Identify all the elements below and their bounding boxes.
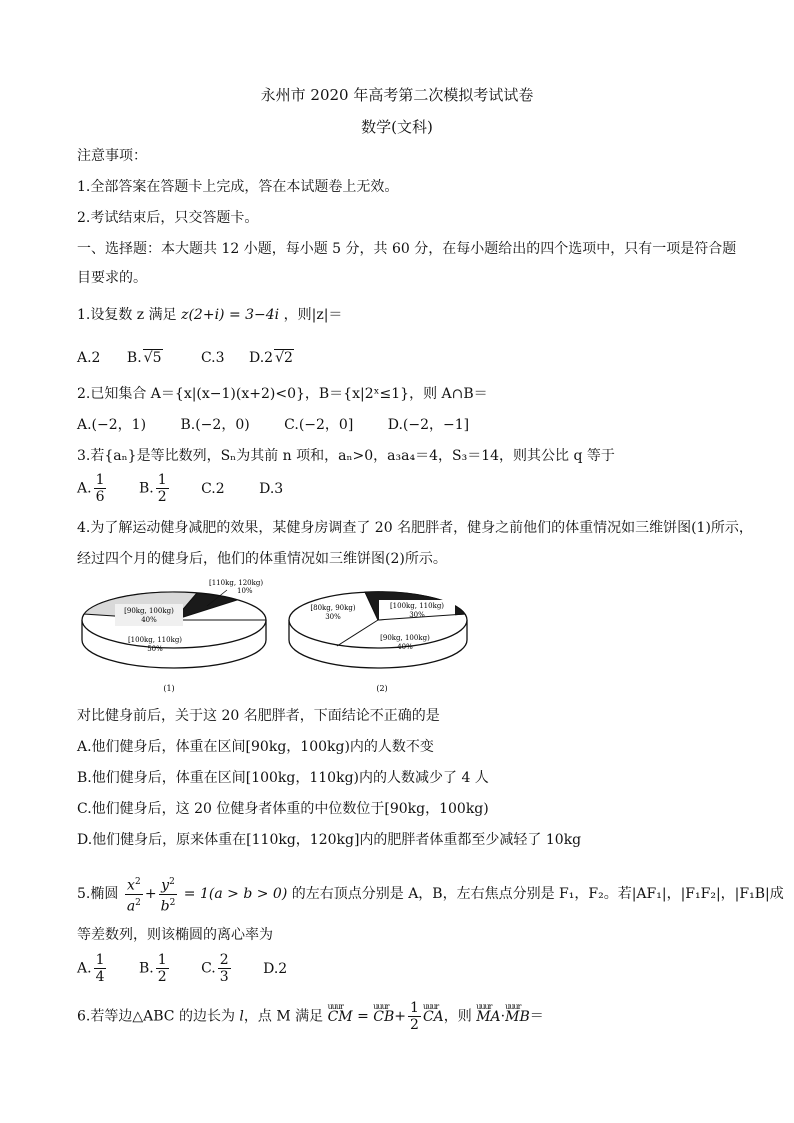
q5-option-c: C. $\frac{2}{3}$	[201, 952, 229, 985]
q1-prefix: 1.设复数 z 满足	[77, 307, 177, 323]
q3-option-c: C.2	[201, 480, 225, 497]
question-1	[77, 305, 342, 325]
q4-option-b: B.他们健身后，体重在区间[100kg，110kg)内的人数减少了 4 人	[77, 770, 489, 786]
question-5: 5.椭圆 $\frac{x^2}{a^2}$ + $\frac{y^2}{b^2}$ = 1(a > b > 0) 的左右顶点分别是 A，B，左右焦点分别是 F₁，F₂。若|AF₁|，|F₁F₂|，|F₁B|成	[77, 874, 784, 914]
pie2-label-80-90: [80kg, 90kg)	[310, 604, 356, 612]
question-5-line2: 等差数列，则该椭圆的离心率为	[77, 927, 273, 943]
q5-option-a: A. $\frac{1}{4}$	[77, 952, 105, 985]
pie2-label-90-100: [90kg, 100kg)	[380, 634, 430, 642]
q6-half: $\frac{1}{2}$	[410, 1000, 419, 1033]
question-4-line2: 经过四个月的健身后，他们的体重情况如三维饼图(2)所示。	[77, 551, 447, 567]
q5-equation-rest: = 1(a > b > 0)	[183, 886, 288, 903]
q2-option-d: D.(−2，−1]	[387, 417, 470, 433]
q1-option-d: D.2 √2	[248, 350, 293, 366]
q6-vec-cm: uuur CM	[328, 1007, 353, 1027]
q5-option-d: D.2	[263, 960, 288, 977]
note-item-1: 1.全部答案在答题卡上完成，答在本试题卷上无效。	[77, 179, 399, 195]
question-2: 2.已知集合 A＝{x|(x−1)(x+2)<0}，B＝{x|2ˣ≤1}，则 A∩B＝	[77, 386, 488, 402]
q6-prefix: 6.若等边△ABC 的边长为	[77, 1008, 235, 1025]
exam-title: 永州市 2020 年高考第二次模拟考试试卷	[260, 86, 534, 104]
q4-option-a: A.他们健身后，体重在区间[90kg，100kg)内的人数不变	[77, 739, 434, 755]
q5-prefix: 5.椭圆	[77, 886, 119, 903]
pie-chart-2	[289, 592, 467, 693]
pie1-pct-90-100: 40%	[141, 616, 157, 624]
section-intro-line2: 目要求的。	[77, 270, 147, 286]
q5-frac-y: $\frac{y^2}{b^2}$	[159, 874, 178, 914]
q5-options	[77, 952, 309, 985]
q1-option-b-root: √5	[143, 350, 162, 366]
q2-option-a: A.(−2，1)	[77, 417, 147, 433]
q3-option-b: B. $\frac{1}{2}$	[138, 472, 167, 505]
q6-vec-ma: uuur MA	[476, 1007, 500, 1027]
q2-option-b: B.(−2，0)	[180, 417, 250, 433]
pie1-label-100-110: [100kg, 110kg)	[127, 636, 183, 644]
pie-charts-figure	[77, 576, 477, 698]
question-6: 6.若等边△ABC 的边长为 l，点 M 满足 uuur CM = uuur CB+ $\frac{1}{2}$ uuur CA，则 uuur MA·uuur MB＝	[77, 1000, 544, 1033]
q5-frac-x: $\frac{x^2}{a^2}$	[125, 874, 143, 914]
q6-vec-mb: uuur MB	[505, 1007, 530, 1027]
question-3: 3.若{aₙ}是等比数列，Sₙ为其前 n 项和，aₙ>0，a₃a₄＝4，S₃＝14，则其公比 q 等于	[77, 448, 615, 464]
q3-option-d: D.3	[259, 480, 284, 497]
pie1-caption: (1)	[163, 684, 175, 693]
pie2-label-100-110: [100kg, 110kg)	[389, 602, 445, 610]
pie2-caption: (2)	[376, 684, 388, 693]
q1-option-d-root: √2	[275, 350, 293, 366]
q1-suffix: ，则|z|＝	[283, 307, 343, 323]
pie1-label-110-120: [110kg, 120kg)	[209, 579, 264, 587]
q3-option-a: A. $\frac{1}{6}$	[77, 472, 105, 505]
q5-option-b: B. $\frac{1}{2}$	[138, 952, 167, 985]
pie1-pct-100-110: 50%	[147, 645, 163, 653]
q6-vec-cb: uuur CB	[373, 1007, 394, 1027]
q6-side: l	[239, 1008, 244, 1025]
q4-option-c: C.他们健身后，这 20 位健身者体重的中位数位于[90kg，100kg)	[77, 801, 489, 817]
pie-chart-1	[82, 579, 266, 693]
q4-option-d: D.他们健身后，原来体重在[110kg，120kg]内的肥胖者体重都至少减轻了 10kg	[77, 832, 582, 848]
notes-heading: 注意事项：	[77, 148, 147, 164]
pie2-pct-100-110: 30%	[409, 611, 425, 619]
section-intro-line1: 一、选择题：本大题共 12 小题，每小题 5 分，共 60 分，在每小题给出的四个选项中，只有一项是符合题	[77, 241, 737, 257]
pie1-label-90-100: [90kg, 100kg)	[124, 607, 174, 615]
q1-option-a: A.2	[77, 350, 101, 366]
pie2-pct-90-100: 40%	[397, 643, 413, 651]
q2-option-c: C.(−2，0]	[284, 417, 354, 433]
pie2-pct-80-90: 30%	[325, 613, 341, 621]
q6-mid: ，点 M 满足	[243, 1008, 324, 1025]
q1-equation: z(2+i) = 3−4i	[181, 307, 280, 323]
q3-options	[77, 472, 305, 505]
note-item-2: 2.考试结束后，只交答题卡。	[77, 210, 259, 226]
q2-options	[77, 415, 491, 435]
question-4-prompt: 对比健身前后，关于这 20 名肥胖者，下面结论不正确的是	[77, 708, 440, 724]
q6-vec-ca: uuur CA	[423, 1007, 444, 1027]
exam-subtitle: 数学(文科)	[361, 118, 433, 136]
pie1-pct-110-120: 10%	[237, 587, 253, 595]
q1-options	[77, 348, 316, 368]
q1-option-c: C.3	[200, 350, 225, 366]
q1-option-b: B. √5	[126, 350, 162, 366]
q5-suffix: 的左右顶点分别是 A，B，左右焦点分别是 F₁，F₂。若|AF₁|，|F₁F₂|，|F₁B|成	[291, 886, 784, 903]
question-4-line1: 4.为了解运动健身减肥的效果，某健身房调查了 20 名肥胖者，健身之前他们的体重情况如三维饼图(1)所示，	[77, 520, 753, 536]
